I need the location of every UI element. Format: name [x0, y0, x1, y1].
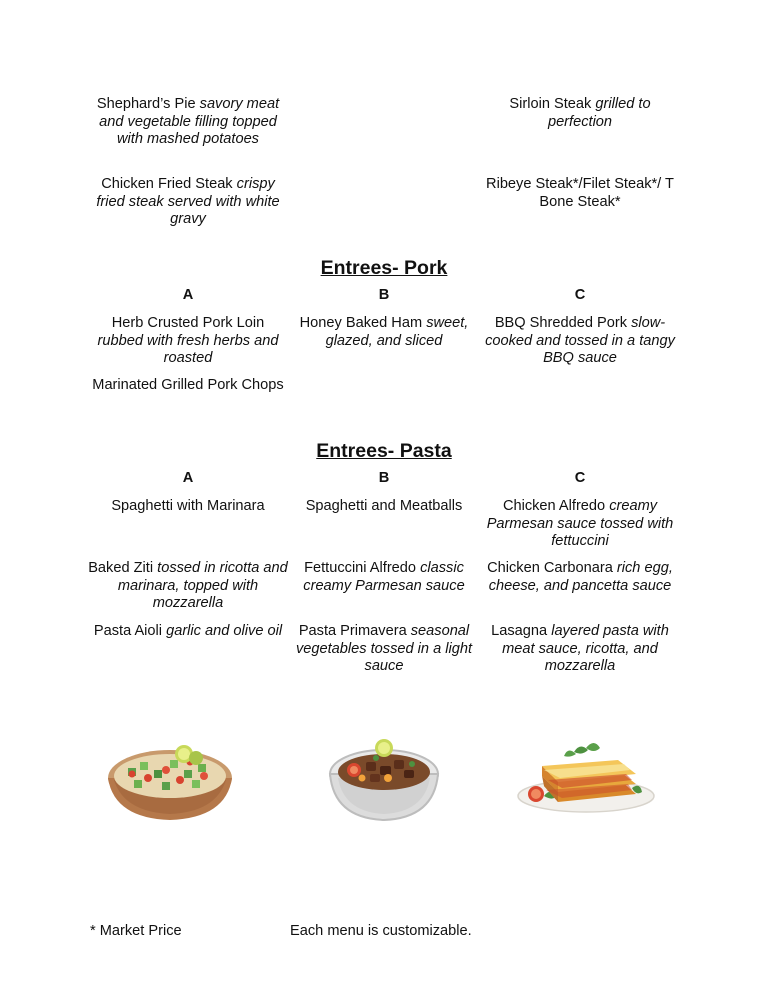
lasagna-plate-icon: [514, 736, 658, 816]
menu-item-fettuccini-alfredo: [284, 560, 484, 595]
item-name: Sirloin Steak: [509, 96, 592, 112]
menu-item-spaghetti-meatballs: [284, 498, 484, 516]
column-header-b: B: [378, 470, 390, 486]
column-header-c: C: [574, 470, 586, 486]
item-description: savory meat and vegetable filling topped with mashed potatoes: [99, 96, 280, 148]
item-description: tossed in ricotta and marinara, topped with mozzarella: [117, 560, 288, 612]
meat-stew-bowl-icon: [326, 734, 442, 824]
column-header-c: C: [574, 287, 586, 303]
item-name: Chicken Carbonara: [487, 560, 613, 576]
market-price-note: * Market Price: [90, 923, 182, 939]
menu-item-lasagna: [480, 623, 680, 676]
menu-item-chicken-fried-steak: [88, 176, 288, 229]
column-header-a: A: [182, 470, 194, 486]
item-description: seasonal vegetables tossed in a light sauce: [295, 623, 473, 675]
item-name: Baked Ziti: [88, 560, 154, 576]
menu-item-spaghetti-marinara: [88, 498, 288, 516]
item-name: Herb Crusted Pork Loin: [111, 315, 265, 331]
item-name: Honey Baked Ham: [299, 315, 423, 331]
item-description: crispy fried steak served with white gravy: [96, 176, 280, 228]
customizable-note: Each menu is customizable.: [290, 923, 472, 939]
column-header-a: A: [182, 287, 194, 303]
item-name: Spaghetti with Marinara: [111, 498, 265, 514]
item-name: Spaghetti and Meatballs: [305, 498, 463, 514]
menu-item-sirloin-steak: [480, 96, 680, 131]
menu-item-herb-crusted-pork-loin: [88, 315, 288, 368]
item-name: Chicken Alfredo: [502, 498, 606, 514]
item-description: rubbed with fresh herbs and roasted: [97, 332, 279, 367]
item-name: Pasta Primavera: [298, 623, 407, 639]
item-description: rich egg, cheese, and pancetta sauce: [488, 560, 673, 594]
item-name: Ribeye Steak*/Filet Steak*/ T Bone Steak*: [486, 176, 674, 210]
item-description: layered pasta with meat sauce, ricotta, and mozzarella: [502, 623, 669, 675]
item-name: Chicken Fried Steak: [101, 176, 233, 192]
item-name: BBQ Shredded Pork: [494, 315, 628, 331]
item-name: Pasta Aioli: [93, 623, 163, 639]
item-name: Fettuccini Alfredo: [304, 560, 417, 576]
menu-item-chicken-carbonara: [480, 560, 680, 595]
menu-item-pasta-primavera: [284, 623, 484, 676]
section-title-pork: Entrees- Pork: [320, 257, 448, 279]
menu-item-honey-baked-ham: [284, 315, 484, 350]
item-description: sweet, glazed, and sliced: [325, 315, 469, 349]
section-title-pasta: Entrees- Pasta: [316, 440, 452, 462]
menu-item-pasta-aioli: [88, 623, 288, 641]
menu-item-chicken-alfredo: [480, 498, 680, 551]
menu-item-marinated-pork-chops: [88, 377, 288, 395]
item-description: creamy Parmesan sauce tossed with fettuccini: [486, 498, 674, 550]
item-name: Marinated Grilled Pork Chops: [92, 377, 284, 393]
menu-item-ribeye-filet-tbone: [480, 176, 680, 211]
item-description: classic creamy Parmesan sauce: [303, 560, 465, 594]
item-name: Lasagna: [491, 623, 548, 639]
column-header-b: B: [378, 287, 390, 303]
menu-item-baked-ziti: [88, 560, 288, 613]
item-description: slow-cooked and tossed in a tangy BBQ sauce: [485, 315, 675, 367]
menu-item-bbq-shredded-pork: [480, 315, 680, 368]
item-name: Shephard’s Pie: [96, 96, 196, 112]
item-description: grilled to perfection: [547, 96, 651, 130]
item-description: garlic and olive oil: [166, 623, 283, 639]
menu-item-shephards-pie: [88, 96, 288, 149]
salad-bowl-icon: [104, 740, 236, 824]
